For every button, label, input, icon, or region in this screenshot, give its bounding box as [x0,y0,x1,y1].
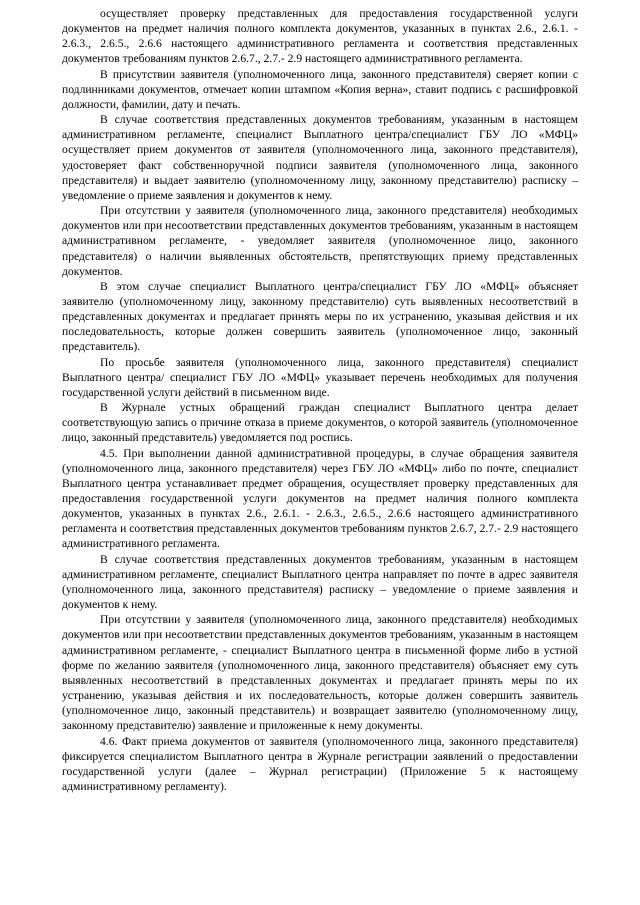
paragraph-10: При отсутствии у заявителя (уполномоченного лица, законного представителя) необходимых документов или при несоответствии представленных документов требованиям, указанным в настоящем административном регламенте, - специалист Выплатного центра в письменной форме либо в устной форме по желанию заявителя (уполномоченного лица, законного представителя) объясняет ему суть выявленных несоответствий в представленных документах и предлагает принять меры по их устранению, указывая действия и их последовательность, которые должен совершить заявитель (уполномоченное лицо, законный представитель) и возвращает заявителю (уполномоченному лицу, законному представителю) заявление и приложенные к нему документы. [62,613,578,733]
paragraph-8: 4.5. При выполнении данной административной процедуры, в случае обращения заявителя (уполномоченного лица, законного представителя) через ГБУ ЛО «МФЦ» либо по почте, специалист Выплатного центра устанавливает предмет обращения, осуществляет проверку представленных для предоставления государственной услуги документов на предмет наличия полного комплекта документов, указанных в пунктах 2.6., 2.6.1. - 2.6.3., 2.6.5., 2.6.6 настоящего административного регламента и соответствия представленных документов требованиям пунктов 2.6.7, 2.7.- 2.9 настоящего административного регламента. [62,446,578,551]
paragraph-9: В случае соответствия представленных документов требованиям, указанным в настоящем административном регламенте, специалист Выплатного центра направляет по почте в адрес заявителя (уполномоченного лица, законного представителя) расписку – уведомление о приеме заявления и документов к нему. [62,552,578,612]
paragraph-7: В Журнале устных обращений граждан специалист Выплатного центра делает соответствующую запись о причине отказа в приеме документов, о которой заявитель (уполномоченное лицо, законный представитель) уведомляется под роспись. [62,401,578,445]
paragraph-11: 4.6. Факт приема документов от заявителя (уполномоченного лица, законного представителя) фиксируется специалистом Выплатного центра в Журнале регистрации заявлений о предоставлении государственной услуги (далее – Журнал регистрации) (Приложение 5 к настоящему административному регламенту). [62,734,578,793]
paragraph-3: В случае соответствия представленных документов требованиям, указанным в настоящем административном регламенте, специалист Выплатного центра/специалист ГБУ ЛО «МФЦ» осуществляет прием документов от заявителя (уполномоченного лица, законного представителя), удостоверяет факт собственноручной подписи заявителя (уполномоченного лица, законного представителя) и выдает заявителю (уполномоченному лицу, законному представителю) расписку – уведомление о приеме заявления и документов к нему. [62,113,578,202]
paragraph-2: В присутствии заявителя (уполномоченного лица, законного представителя) сверяет копии с подлинниками документов, отмечает копии штампом «Копия верна», ставит подпись с расшифровкой должности, фамилии, дату и печать. [62,67,578,111]
paragraph-6: По просьбе заявителя (уполномоченного лица, законного представителя) специалист Выплатного центра/ специалист ГБУ ЛО «МФЦ» указывает перечень необходимых для получения государственной услуги действий в письменном виде. [62,355,578,399]
paragraph-4: При отсутствии у заявителя (уполномоченного лица, законного представителя) необходимых документов или при несоответствии представленных документов требованиям, указанным в настоящем административном регламенте, - уведомляет заявителя (уполномоченное лицо, законного представителя) о наличии выявленных обстоятельств, препятствующих приему представленных документов. [62,204,578,278]
paragraph-5: В этом случае специалист Выплатного центра/специалист ГБУ ЛО «МФЦ» объясняет заявителю (уполномоченному лицу, законному представителю) суть выявленных несоответствий в представленных документах и предлагает принять меры по их устранению, указывая действия и их последовательность, которые должен совершить заявитель (уполномоченное лицо, законный представитель). [62,279,578,354]
document-body [62,6,578,794]
paragraph-1: осуществляет проверку представленных для предоставления государственной услуги документов на предмет наличия полного комплекта документов, указанных в пунктах 2.6., 2.6.1. - 2.6.3., 2.6.5., 2.6.6 настоящего административного регламента и соответствия представленных документов требованиям пунктов 2.6.7., 2.7.- 2.9 настоящего административного регламента. [62,7,578,66]
